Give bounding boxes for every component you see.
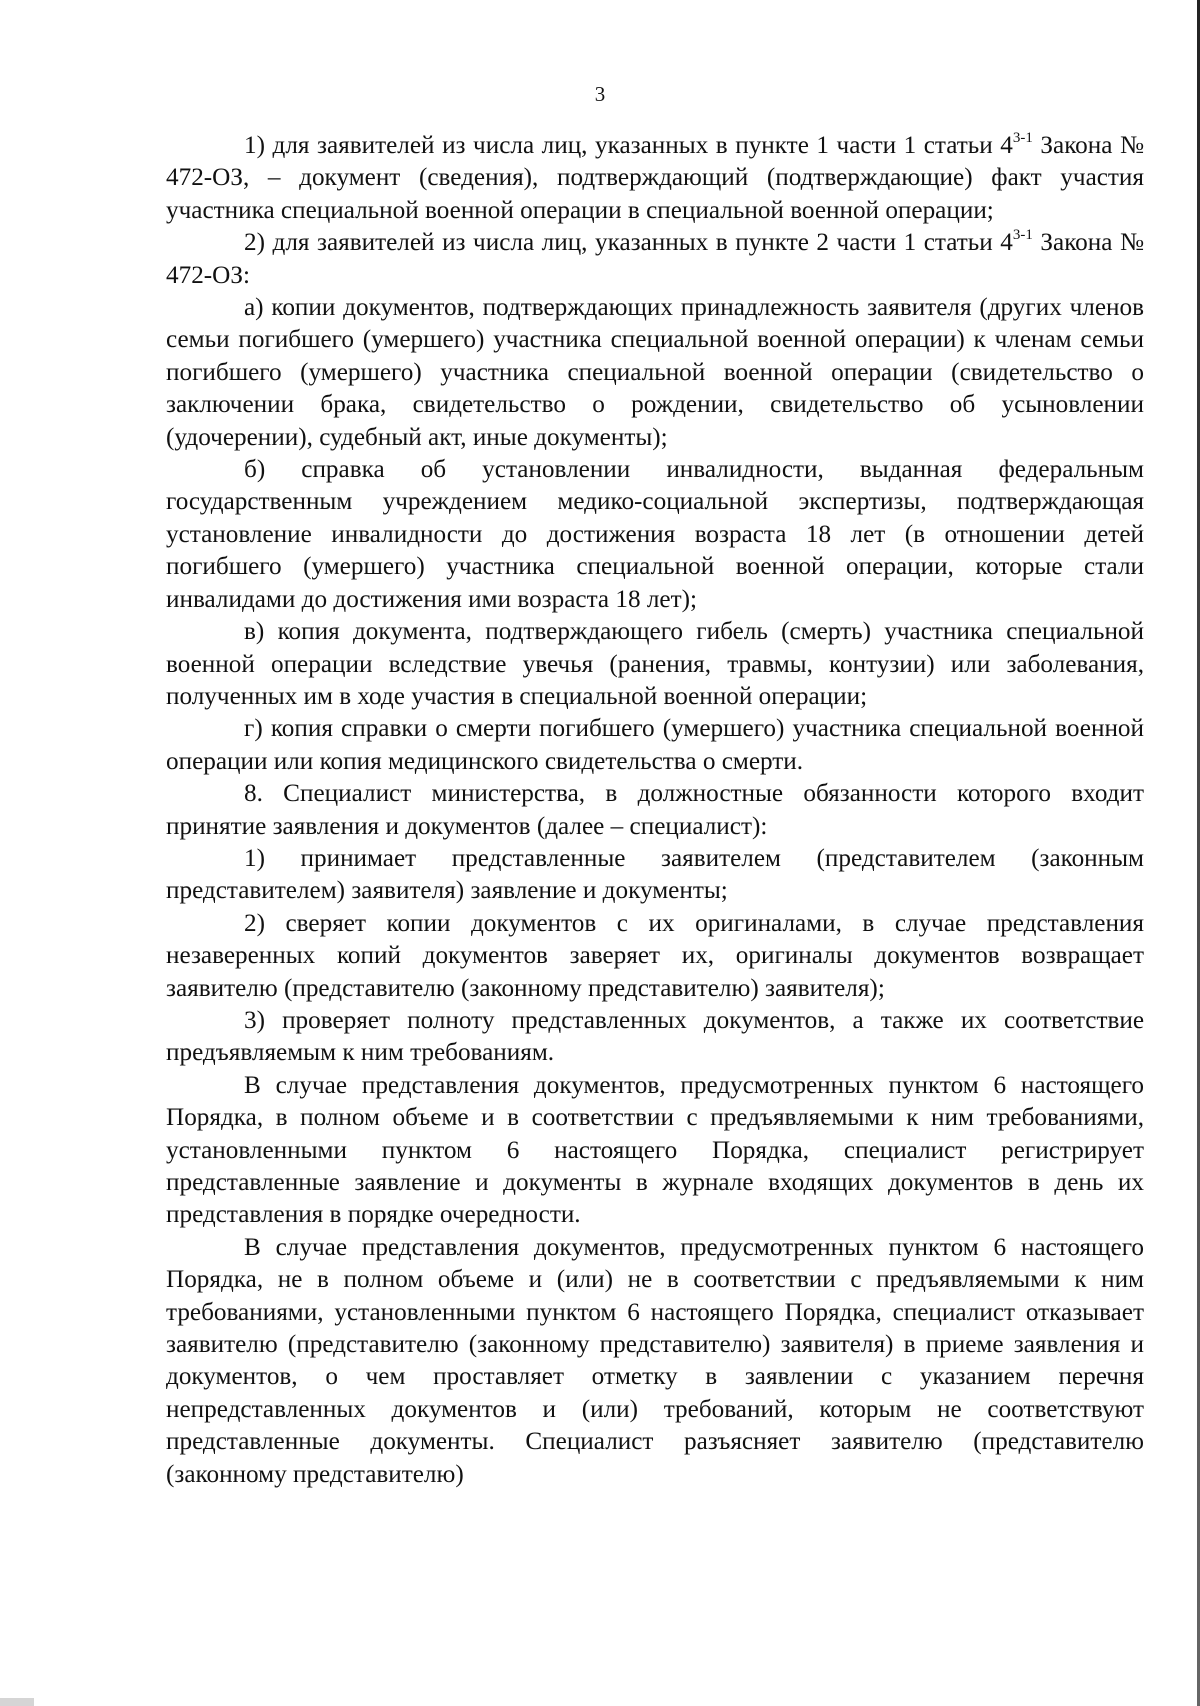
superscript: 3-1 [1012, 227, 1033, 244]
document-body [166, 130, 1144, 1491]
paragraph-text-continued: Закона № 472-ОЗ: [166, 229, 1144, 289]
paragraph-subitem-a: а) копии документов, подтверждающих принадлежность заявителя (других членов семьи погибшего (умершего) участника специальной военной операции) к членам семьи погибшего (умершего) участника специальной военной операции (свидетельство о заключении брака, свидетельство о рождении, свидетельство об усыновлении (удочерении), судебный акт, иные документы); [166, 294, 1144, 451]
superscript: 3-1 [1012, 130, 1033, 146]
paragraph-item-1 [166, 130, 1144, 227]
paragraph-duty-3: 3) проверяет полноту представленных документов, а также их соответствие предъявляемым к ним требованиям. [166, 1006, 1144, 1067]
paragraph-subitem-v: в) копия документа, подтверждающего гибель (смерть) участника специальной военной операции вследствие увечья (ранения, травмы, контузии) или заболевания, полученных им в ходе участия в специальной военной операции; [166, 618, 1144, 710]
paragraph-item-2 [166, 227, 1144, 292]
paragraph-subitem-g: г) копия справки о смерти погибшего (умершего) участника специальной военной операции или копия медицинского свидетельства о смерти. [166, 715, 1144, 775]
paragraph-text-continued: Закона № 472-ОЗ, – документ (сведения), подтверждающий (подтверждающие) факт участия участника специальной военной операции в специальной военной операции; [166, 132, 1144, 224]
paragraph-incomplete-case: В случае представления документов, предусмотренных пунктом 6 настоящего Порядка, не в полном объеме и (или) не в соответствии с предъявляемыми к ним требованиями, установленными пунктом 6 настоящего Порядка, специалист отказывает заявителю (представителю (законному представителю) заявителя) в приеме заявления и документов, о чем проставляет отметку в заявлении с указанием перечня непредставленных документов и (или) требований, которым не соответствуют представленные документы. Специалист разъясняет заявителю (представителю (законному представителю) [166, 1233, 1144, 1488]
paragraph-section-8: 8. Специалист министерства, в должностные обязанности которого входит принятие заявления и документов (далее – специалист): [166, 780, 1144, 840]
paragraph-duty-2: 2) сверяет копии документов с их оригиналами, в случае представления незаверенных копий документов заверяет их, оригиналы документов возвращает заявителю (представителю (законному представителю) заявителя); [166, 909, 1144, 1002]
paragraph-subitem-b: б) справка об установлении инвалидности, выданная федеральным государственным учреждением медико-социальной экспертизы, подтверждающая установление инвалидности до достижения возраста 18 лет (в отношении детей погибшего (умершего) участника специальной военной операции, которые стали инвалидами до достижения ими возраста 18 лет); [166, 456, 1144, 613]
page-number: 3 [594, 82, 606, 106]
paragraph-text: 1) для заявителей из числа лиц, указанных в пункте 1 части 1 статьи 4 [244, 132, 1013, 159]
paragraph-complete-case: В случае представления документов, предусмотренных пунктом 6 настоящего Порядка, в полном объеме и в соответствии с предъявляемыми к ним требованиями, установленными пунктом 6 настоящего Порядка, специалист регистрирует представленные заявление и документы в журнале входящих документов в день их представления в порядке очередности. [166, 1071, 1144, 1229]
paragraph-text: 2) для заявителей из числа лиц, указанных в пункте 2 части 1 статьи 4 [244, 229, 1013, 257]
scan-corner-artifact [0, 1698, 34, 1706]
paragraph-duty-1: 1) принимает представленные заявителем (представителем (законным представителем) заявителя) заявление и документы; [166, 844, 1144, 905]
